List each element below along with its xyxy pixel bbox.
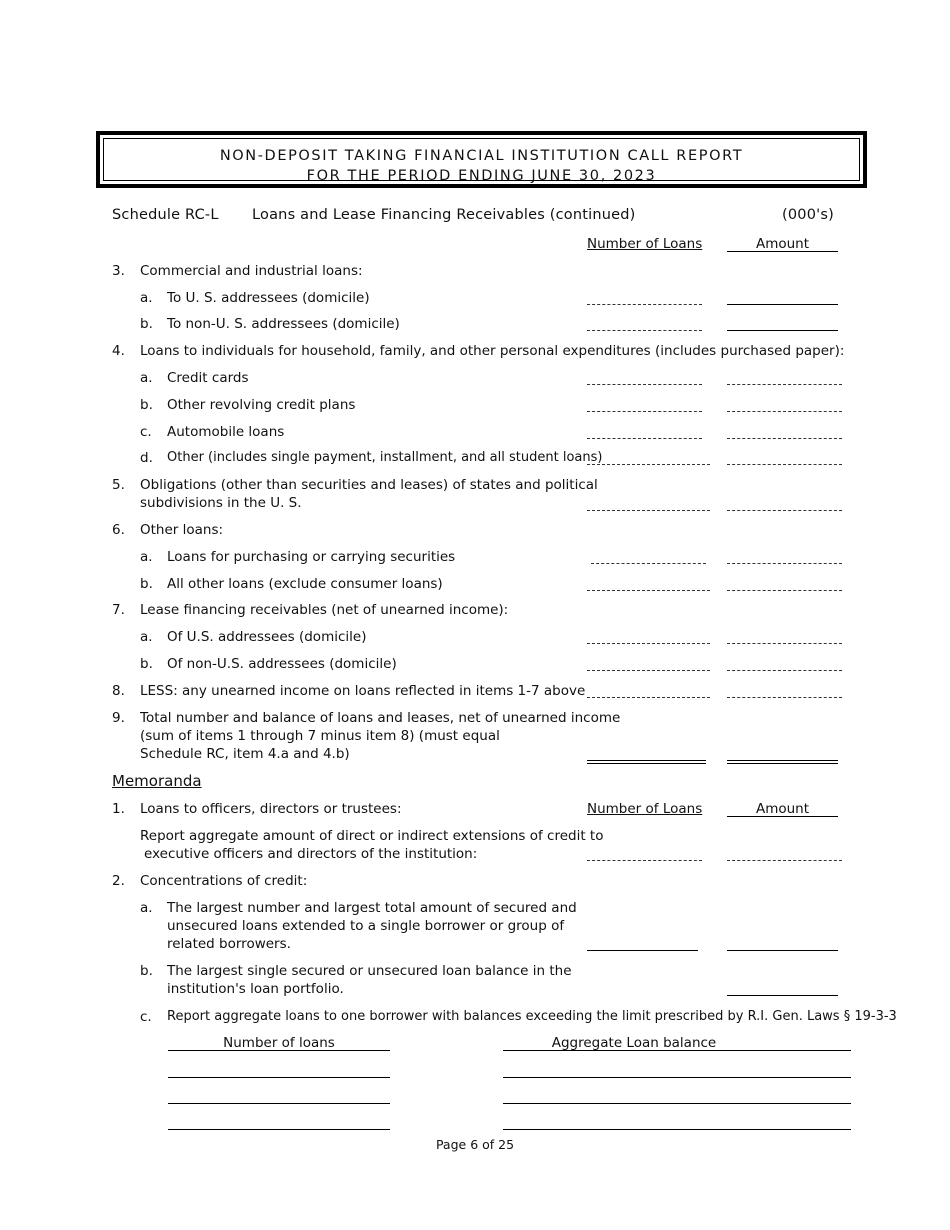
- memo-2c-balance-row3-field[interactable]: [503, 1129, 851, 1130]
- item-6b-number-field[interactable]: [587, 590, 710, 591]
- item-5-number-field[interactable]: [587, 510, 710, 511]
- item-6b-amount-field[interactable]: [727, 590, 842, 591]
- memo-1-description-line1: Report aggregate amount of direct or indirect extensions of credit to: [140, 828, 604, 844]
- item-6-number: 6.: [112, 522, 125, 538]
- item-6a-number: a.: [140, 549, 153, 565]
- memo-column-header-number: Number of Loans: [587, 801, 703, 817]
- item-4b-amount-field[interactable]: [727, 411, 842, 412]
- memo-2c-number: c.: [140, 1009, 152, 1025]
- item-4d-label: Other (includes single payment, installment, and all student loans): [167, 450, 603, 465]
- memo-2c-number-row1-field[interactable]: [168, 1077, 390, 1078]
- item-4-label: Loans to individuals for household, family, and other personal expenditures (includes purchased paper):: [140, 343, 845, 359]
- item-4c-number-field[interactable]: [587, 438, 702, 439]
- item-4d-amount-field[interactable]: [727, 464, 842, 465]
- item-9-label-line2: (sum of items 1 through 7 minus item 8) (must equal: [140, 728, 500, 744]
- memo-2a-amount-field[interactable]: [727, 950, 838, 951]
- memo-2-number: 2.: [112, 873, 125, 889]
- item-5-number: 5.: [112, 477, 125, 493]
- memo-2-label: Concentrations of credit:: [140, 873, 308, 889]
- item-6-label: Other loans:: [140, 522, 224, 538]
- item-7b-number-field[interactable]: [587, 670, 710, 671]
- item-5-label-line2: subdivisions in the U. S.: [140, 495, 302, 511]
- item-4-number: 4.: [112, 343, 125, 359]
- memo-2b-number: b.: [140, 963, 153, 979]
- item-4a-number: a.: [140, 370, 153, 386]
- memo-1-amount-field[interactable]: [727, 860, 842, 861]
- item-3a-number: a.: [140, 290, 153, 306]
- item-7a-number: a.: [140, 629, 153, 645]
- memo-2a-label-line2: unsecured loans extended to a single borrower or group of: [167, 918, 565, 934]
- memo-2a-label-line1: The largest number and largest total amount of secured and: [167, 900, 577, 916]
- item-7a-amount-field[interactable]: [727, 643, 842, 644]
- item-3a-number-field[interactable]: [587, 304, 702, 305]
- memo-1-number: 1.: [112, 801, 125, 817]
- report-title: NON-DEPOSIT TAKING FINANCIAL INSTITUTION CALL REPORT: [219, 148, 744, 164]
- memo-column-header-amount: Amount: [755, 801, 810, 817]
- report-title-box: [96, 131, 867, 188]
- memoranda-heading: Memoranda: [112, 772, 202, 790]
- memo-2a-label-line3: related borrowers.: [167, 936, 291, 952]
- column-header-amount: Amount: [755, 236, 810, 252]
- item-4c-label: Automobile loans: [167, 424, 285, 440]
- memo-2c-balance-row2-field[interactable]: [503, 1103, 851, 1104]
- report-title-inner-frame: [103, 138, 860, 184]
- item-3b-number-field[interactable]: [587, 330, 702, 331]
- item-3-number: 3.: [112, 263, 125, 279]
- item-7b-number: b.: [140, 656, 153, 672]
- memo-1-label: Loans to officers, directors or trustees:: [140, 801, 402, 817]
- schedule-units: (000's): [782, 207, 834, 223]
- memo-2c-balance-row1-field[interactable]: [503, 1077, 851, 1078]
- schedule-title: Loans and Lease Financing Receivables (continued): [252, 207, 636, 223]
- item-4b-number: b.: [140, 397, 153, 413]
- memo-2c-column-header-balance: Aggregate Loan balance: [551, 1035, 717, 1051]
- report-period: FOR THE PERIOD ENDING JUNE 30, 2023: [306, 168, 657, 184]
- item-6a-amount-field[interactable]: [727, 563, 842, 564]
- item-4a-label: Credit cards: [167, 370, 249, 386]
- item-4b-label: Other revolving credit plans: [167, 397, 356, 413]
- memo-2b-label-line1: The largest single secured or unsecured loan balance in the: [167, 963, 572, 979]
- item-7-number: 7.: [112, 602, 125, 618]
- item-8-amount-field[interactable]: [727, 697, 842, 698]
- item-3-label: Commercial and industrial loans:: [140, 263, 363, 279]
- item-6b-number: b.: [140, 576, 153, 592]
- item-9-number-total-field[interactable]: [587, 760, 706, 764]
- item-7b-amount-field[interactable]: [727, 670, 842, 671]
- memo-2c-number-row3-field[interactable]: [168, 1129, 390, 1130]
- item-7a-number-field[interactable]: [587, 643, 710, 644]
- item-9-amount-total-field[interactable]: [727, 760, 838, 764]
- memo-2a-number: a.: [140, 900, 153, 916]
- item-3b-amount-field[interactable]: [727, 330, 838, 331]
- item-9-number: 9.: [112, 710, 125, 726]
- memo-2b-label-line2: institution's loan portfolio.: [167, 981, 344, 997]
- item-6a-number-field[interactable]: [591, 563, 706, 564]
- memo-2c-number-row2-field[interactable]: [168, 1103, 390, 1104]
- item-8-number-field[interactable]: [587, 697, 710, 698]
- item-4a-number-field[interactable]: [587, 384, 702, 385]
- item-4b-number-field[interactable]: [587, 411, 702, 412]
- memo-1-description-line2: executive officers and directors of the institution:: [144, 846, 478, 862]
- item-3a-label: To U. S. addressees (domicile): [167, 290, 370, 306]
- memo-amount-header-underline: [727, 816, 838, 817]
- page-number: Page 6 of 25: [435, 1137, 515, 1152]
- item-7-label: Lease financing receivables (net of unearned income):: [140, 602, 509, 618]
- item-3b-number: b.: [140, 316, 153, 332]
- item-5-amount-field[interactable]: [727, 510, 842, 511]
- memo-2c-column-header-number: Number of loans: [223, 1035, 335, 1051]
- memo-2c-balance-header-underline: [503, 1050, 851, 1051]
- item-9-label-line1: Total number and balance of loans and leases, net of unearned income: [140, 710, 621, 726]
- item-7a-label: Of U.S. addressees (domicile): [167, 629, 367, 645]
- item-5-label-line1: Obligations (other than securities and leases) of states and political: [140, 477, 598, 493]
- item-4c-number: c.: [140, 424, 152, 440]
- item-9-label-line3: Schedule RC, item 4.a and 4.b): [140, 746, 350, 762]
- item-3b-label: To non-U. S. addressees (domicile): [167, 316, 400, 332]
- schedule-code: Schedule RC-L: [112, 207, 219, 223]
- memo-2c-number-header-underline: [168, 1050, 390, 1051]
- memo-2a-number-field[interactable]: [587, 950, 698, 951]
- column-header-number: Number of Loans: [587, 236, 703, 252]
- item-3a-amount-field[interactable]: [727, 304, 838, 305]
- item-8-number: 8.: [112, 683, 125, 699]
- memo-1-number-field[interactable]: [587, 860, 702, 861]
- item-6b-label: All other loans (exclude consumer loans): [167, 576, 443, 592]
- item-8-label: LESS: any unearned income on loans reflected in items 1-7 above: [140, 683, 586, 699]
- item-4a-amount-field[interactable]: [727, 384, 842, 385]
- memo-2c-label: Report aggregate loans to one borrower with balances exceeding the limit prescribed by R.I. Gen. Laws § 19-3-3: [167, 1009, 897, 1024]
- item-4d-number: d.: [140, 450, 153, 466]
- amount-header-underline: [727, 251, 838, 252]
- item-7b-label: Of non-U.S. addressees (domicile): [167, 656, 397, 672]
- item-4d-number-field[interactable]: [587, 464, 710, 465]
- memo-2b-amount-field[interactable]: [727, 995, 838, 996]
- item-6a-label: Loans for purchasing or carrying securities: [167, 549, 456, 565]
- item-4c-amount-field[interactable]: [727, 438, 842, 439]
